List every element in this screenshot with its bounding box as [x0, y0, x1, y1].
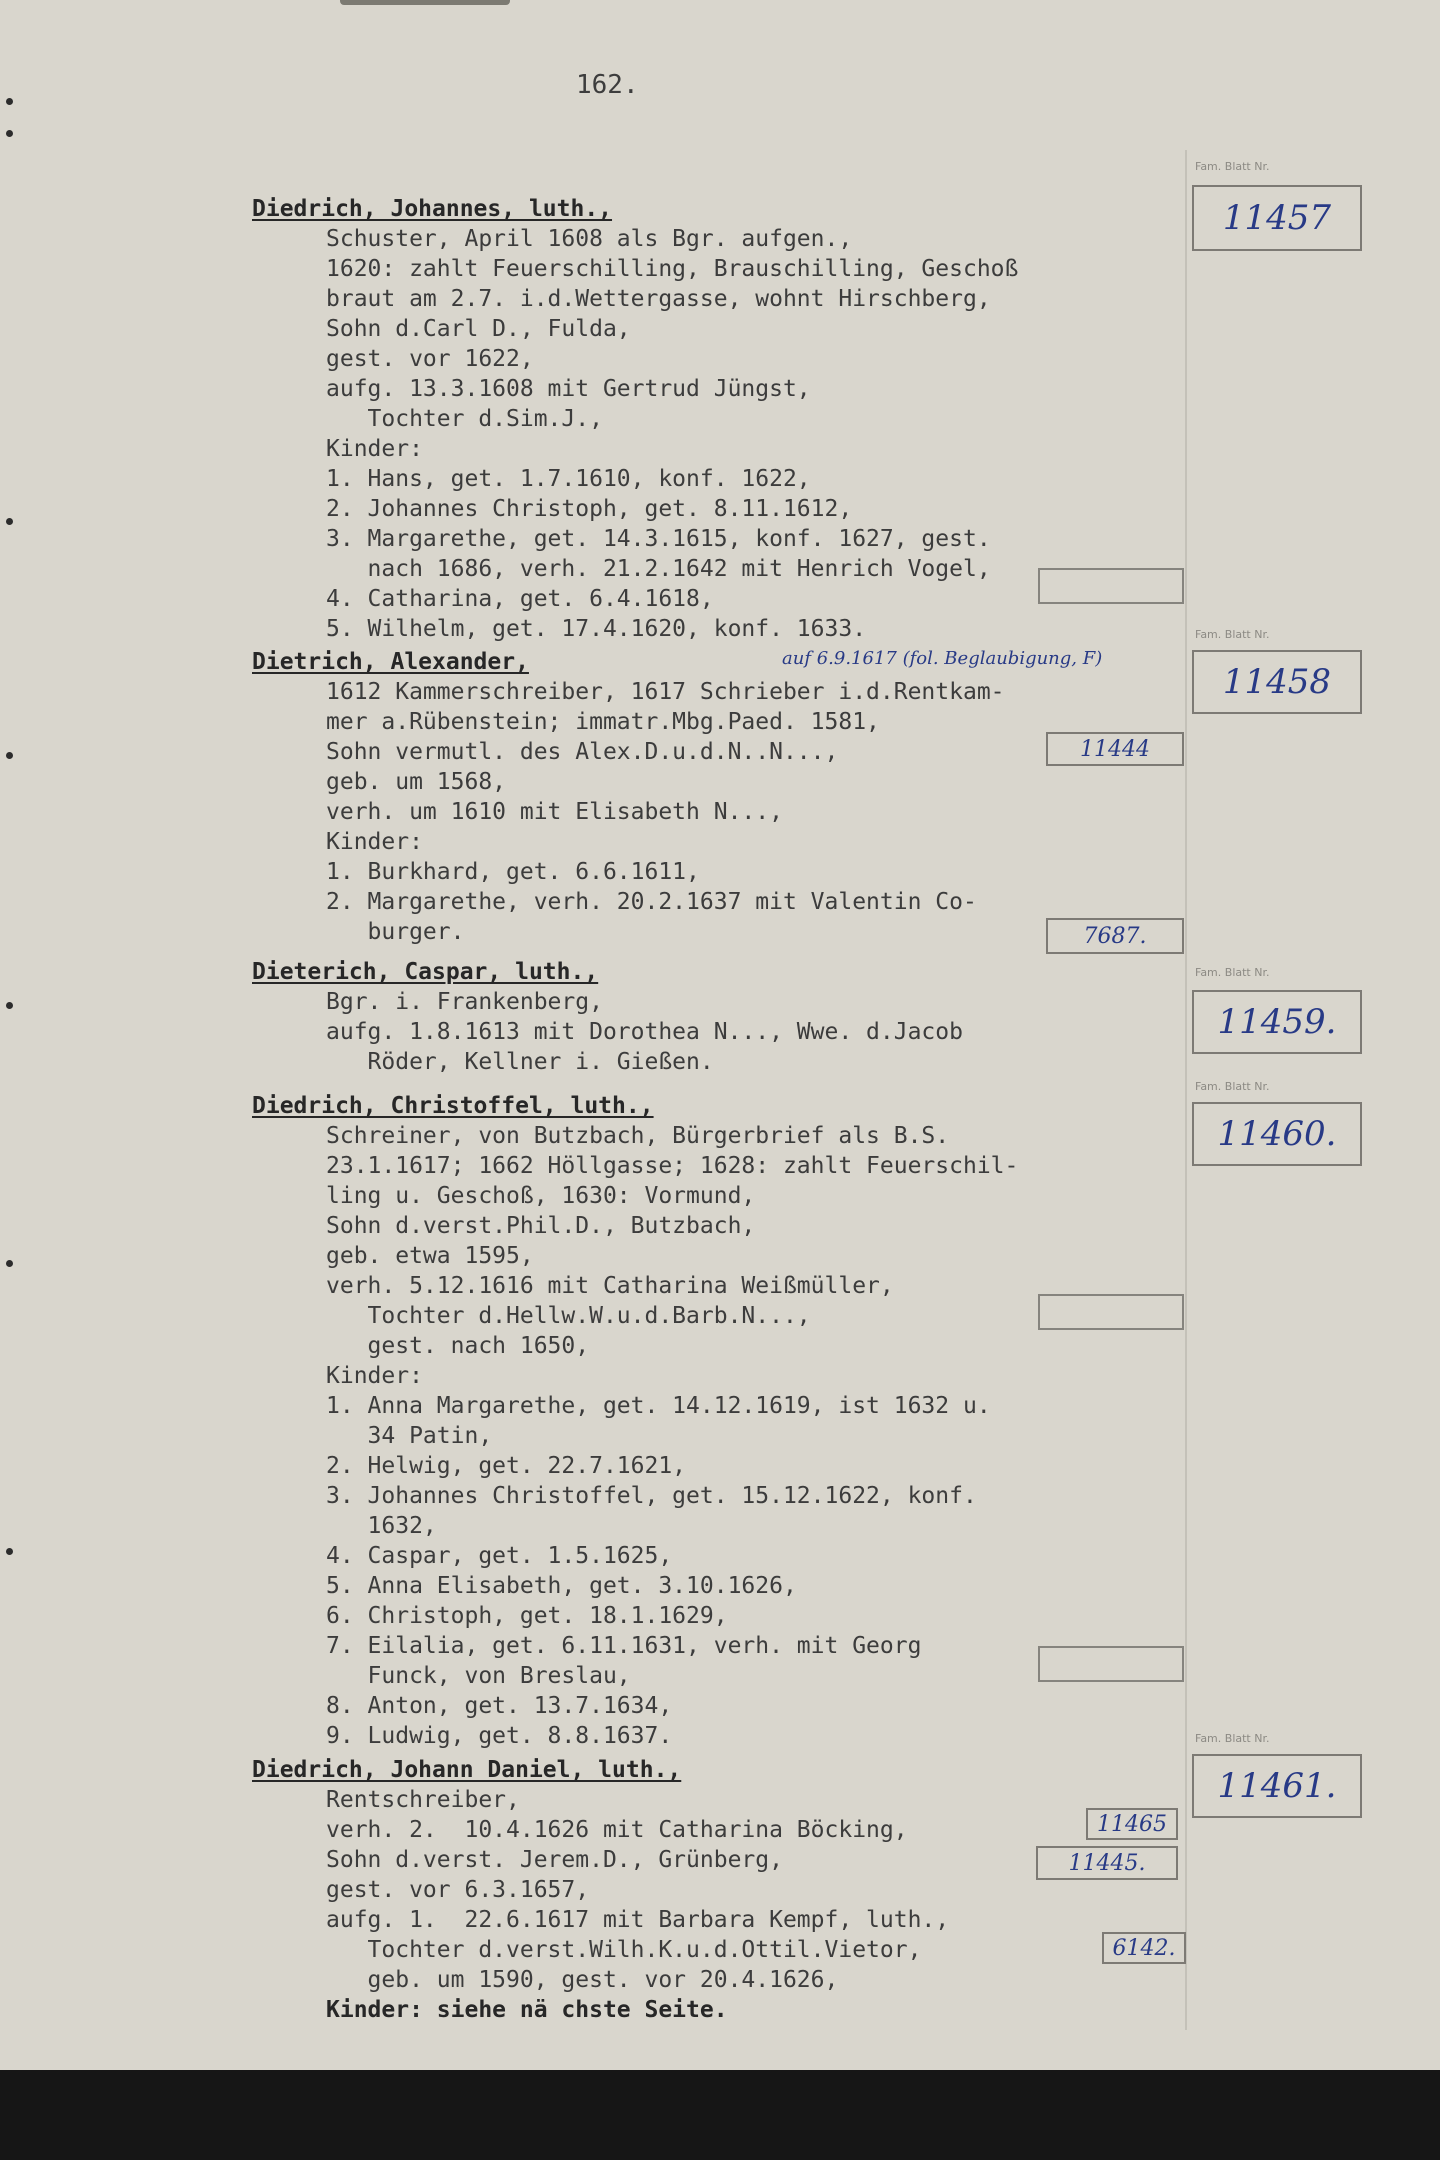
punch-hole-icon: [6, 1260, 13, 1267]
entry-line: 1620: zahlt Feuerschilling, Brauschilling, Geschoß: [326, 256, 1019, 282]
entry-line: Tochter d.Hellw.W.u.d.Barb.N...,: [326, 1303, 811, 1329]
entry-line: Kinder:: [326, 1363, 423, 1389]
fam-blatt-label: Fam. Blatt Nr.: [1195, 628, 1270, 641]
fam-number-box: 11461.: [1192, 1754, 1362, 1818]
entry-line: 3. Margarethe, get. 14.3.1615, konf. 1627, gest.: [326, 526, 991, 552]
entry-line: 7. Eilalia, get. 6.11.1631, verh. mit Georg: [326, 1633, 922, 1659]
empty-reference-box: [1038, 1646, 1184, 1682]
entry-line: verh. 5.12.1616 mit Catharina Weißmüller,: [326, 1273, 894, 1299]
entry-line: mer a.Rübenstein; immatr.Mbg.Paed. 1581,: [326, 709, 880, 735]
entry-line: gest. vor 1622,: [326, 346, 534, 372]
entry-line: 5. Wilhelm, get. 17.4.1620, konf. 1633.: [326, 616, 867, 642]
entry-line: Kinder:: [326, 829, 423, 855]
entry-line: nach 1686, verh. 21.2.1642 mit Henrich Vogel,: [326, 556, 991, 582]
entry-line: ling u. Geschoß, 1630: Vormund,: [326, 1183, 756, 1209]
entry-line: 1. Hans, get. 1.7.1610, konf. 1622,: [326, 466, 811, 492]
fam-blatt-label: Fam. Blatt Nr.: [1195, 1732, 1270, 1745]
entry-line: Tochter d.Sim.J.,: [326, 406, 603, 432]
entry-line: 1612 Kammerschreiber, 1617 Schrieber i.d.Rentkam-: [326, 679, 1005, 705]
spouse-reference-box: 11465: [1086, 1808, 1178, 1840]
fam-number-box: 11460.: [1192, 1102, 1362, 1166]
entry-line: 1. Burkhard, get. 6.6.1611,: [326, 859, 700, 885]
entry-line: Kinder: siehe nä chste Seite.: [326, 1997, 728, 2023]
punch-hole-icon: [6, 1548, 13, 1555]
entry-line: aufg. 13.3.1608 mit Gertrud Jüngst,: [326, 376, 811, 402]
parent-reference-box: 11445.: [1036, 1846, 1178, 1880]
punch-hole-icon: [6, 518, 13, 525]
entry-line: 3. Johannes Christoffel, get. 15.12.1622, konf.: [326, 1483, 977, 1509]
entry-line: aufg. 1. 22.6.1617 mit Barbara Kempf, luth.,: [326, 1907, 950, 1933]
scan-bottom-band: [0, 2070, 1440, 2160]
entry-line: Funck, von Breslau,: [326, 1663, 631, 1689]
entry-line: 2. Margarethe, verh. 20.2.1637 mit Valentin Co-: [326, 889, 977, 915]
child-reference-box: 7687.: [1046, 918, 1184, 954]
entry-line: 34 Patin,: [326, 1423, 493, 1449]
entry-line: Sohn d.verst.Phil.D., Butzbach,: [326, 1213, 756, 1239]
entry-line: Röder, Kellner i. Gießen.: [326, 1049, 714, 1075]
entry-line: aufg. 1.8.1613 mit Dorothea N..., Wwe. d.Jacob: [326, 1019, 963, 1045]
fam-blatt-label: Fam. Blatt Nr.: [1195, 160, 1270, 173]
entry-line: 8. Anton, get. 13.7.1634,: [326, 1693, 673, 1719]
empty-reference-box: [1038, 568, 1184, 604]
punch-hole-icon: [6, 1002, 13, 1009]
parent-reference-box: 11444: [1046, 732, 1184, 766]
entry-line: 9. Ludwig, get. 8.8.1637.: [326, 1723, 673, 1749]
entry-line: gest. vor 6.3.1657,: [326, 1877, 590, 1903]
entry-line: verh. um 1610 mit Elisabeth N...,: [326, 799, 783, 825]
handwritten-note: auf 6.9.1617 (fol. Beglaubigung, F): [782, 648, 1103, 669]
entry-line: 4. Catharina, get. 6.4.1618,: [326, 586, 714, 612]
entry-line: verh. 2. 10.4.1626 mit Catharina Böcking,: [326, 1817, 908, 1843]
entry-line: 1632,: [326, 1513, 437, 1539]
entry-line: 4. Caspar, get. 1.5.1625,: [326, 1543, 673, 1569]
entry-line: gest. nach 1650,: [326, 1333, 590, 1359]
entry-line: Kinder:: [326, 436, 423, 462]
entry-line: 2. Helwig, get. 22.7.1621,: [326, 1453, 687, 1479]
entry-heading: Dieterich, Caspar, luth.,: [252, 959, 599, 985]
entry-line: geb. etwa 1595,: [326, 1243, 534, 1269]
entry-line: Sohn vermutl. des Alex.D.u.d.N..N...,: [326, 739, 839, 765]
entry-heading: Dietrich, Alexander,: [252, 649, 529, 675]
entry-line: 1. Anna Margarethe, get. 14.12.1619, ist 1632 u.: [326, 1393, 991, 1419]
entry-heading: Diedrich, Christoffel, luth.,: [252, 1093, 654, 1119]
entry-line: 6. Christoph, get. 18.1.1629,: [326, 1603, 728, 1629]
entry-heading: Diedrich, Johannes, luth.,: [252, 196, 613, 222]
fam-blatt-label: Fam. Blatt Nr.: [1195, 1080, 1270, 1093]
entry-line: geb. um 1568,: [326, 769, 507, 795]
entry-line: Schreiner, von Butzbach, Bürgerbrief als B.S.: [326, 1123, 950, 1149]
page-number: 162.: [576, 70, 639, 100]
entry-line: Rentschreiber,: [326, 1787, 520, 1813]
entry-line: Schuster, April 1608 als Bgr. aufgen.,: [326, 226, 853, 252]
entry-line: Bgr. i. Frankenberg,: [326, 989, 603, 1015]
punch-hole-icon: [6, 98, 13, 105]
fam-number-box: 11457: [1192, 185, 1362, 251]
entry-line: braut am 2.7. i.d.Wettergasse, wohnt Hirschberg,: [326, 286, 991, 312]
fam-number-box: 11458: [1192, 650, 1362, 714]
entry-line: 23.1.1617; 1662 Höllgasse; 1628: zahlt Feuerschil-: [326, 1153, 1019, 1179]
entry-line: 5. Anna Elisabeth, get. 3.10.1626,: [326, 1573, 797, 1599]
margin-rule: [1185, 150, 1187, 2030]
entry-line: Sohn d.verst. Jerem.D., Grünberg,: [326, 1847, 783, 1873]
entry-line: geb. um 1590, gest. vor 20.4.1626,: [326, 1967, 839, 1993]
entry-line: Sohn d.Carl D., Fulda,: [326, 316, 631, 342]
entry-line: 2. Johannes Christoph, get. 8.11.1612,: [326, 496, 853, 522]
entry-heading: Diedrich, Johann Daniel, luth.,: [252, 1757, 682, 1783]
fam-blatt-label: Fam. Blatt Nr.: [1195, 966, 1270, 979]
fam-number-box: 11459.: [1192, 990, 1362, 1054]
punch-hole-icon: [6, 130, 13, 137]
top-edge-mark: [340, 0, 510, 5]
entry-line: burger.: [326, 919, 465, 945]
mother-reference-box: 6142.: [1102, 1932, 1186, 1964]
entry-line: Tochter d.verst.Wilh.K.u.d.Ottil.Vietor,: [326, 1937, 922, 1963]
punch-hole-icon: [6, 752, 13, 759]
empty-reference-box: [1038, 1294, 1184, 1330]
